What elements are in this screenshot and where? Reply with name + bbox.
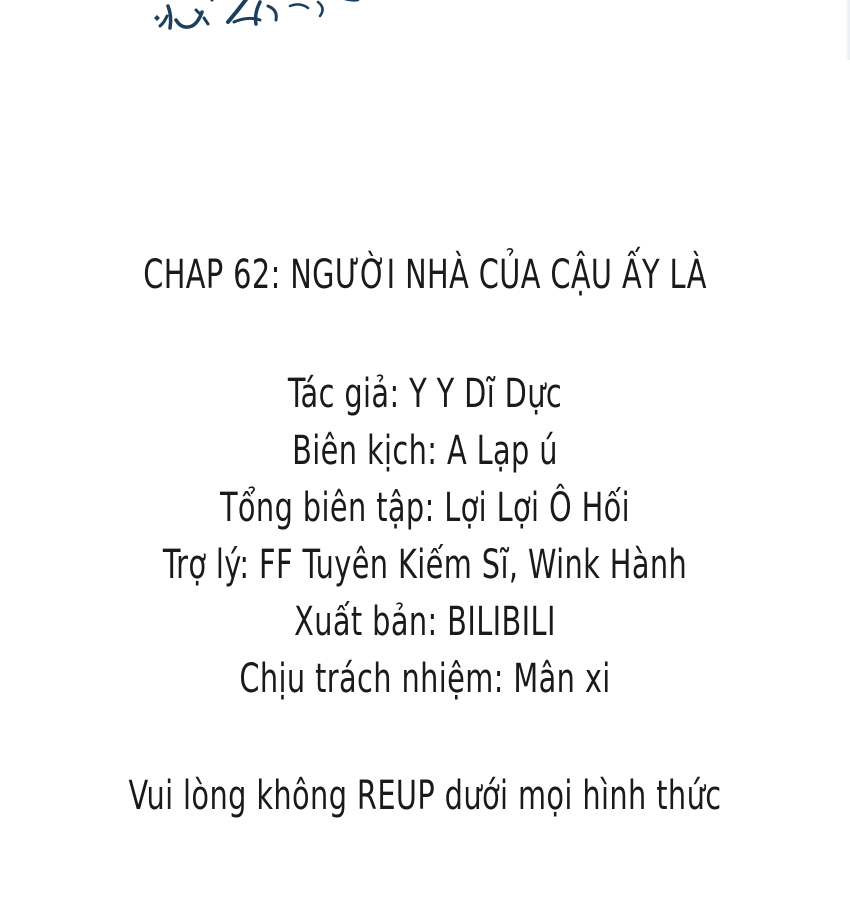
reup-notice <box>0 770 850 822</box>
credit-responsible: Chịu trách nhiệm: Mân xi <box>239 656 611 702</box>
credit-chief-editor: Tổng biên tập: Lợi Lợi Ô Hối <box>219 485 631 531</box>
reup-notice-text: Vui lòng không REUP dưới mọi hình thức <box>128 773 722 819</box>
cropped-logo-calligraphy <box>150 0 470 42</box>
credits-block <box>0 366 850 708</box>
credit-publisher: Xuất bản: BILIBILI <box>294 599 556 645</box>
credit-author: Tác giả: Y Y Dĩ Dực <box>287 371 563 417</box>
credit-assistant: Trợ lý: FF Tuyên Kiếm Sĩ, Wink Hành <box>162 542 688 588</box>
chapter-title-text: CHAP 62: NGƯỜI NHÀ CỦA CẬU ẤY LÀ <box>143 252 707 298</box>
chapter-title <box>0 250 850 300</box>
credit-screenwriter: Biên kịch: A Lạp ú <box>292 428 558 474</box>
page-edge-shadow <box>845 0 850 60</box>
